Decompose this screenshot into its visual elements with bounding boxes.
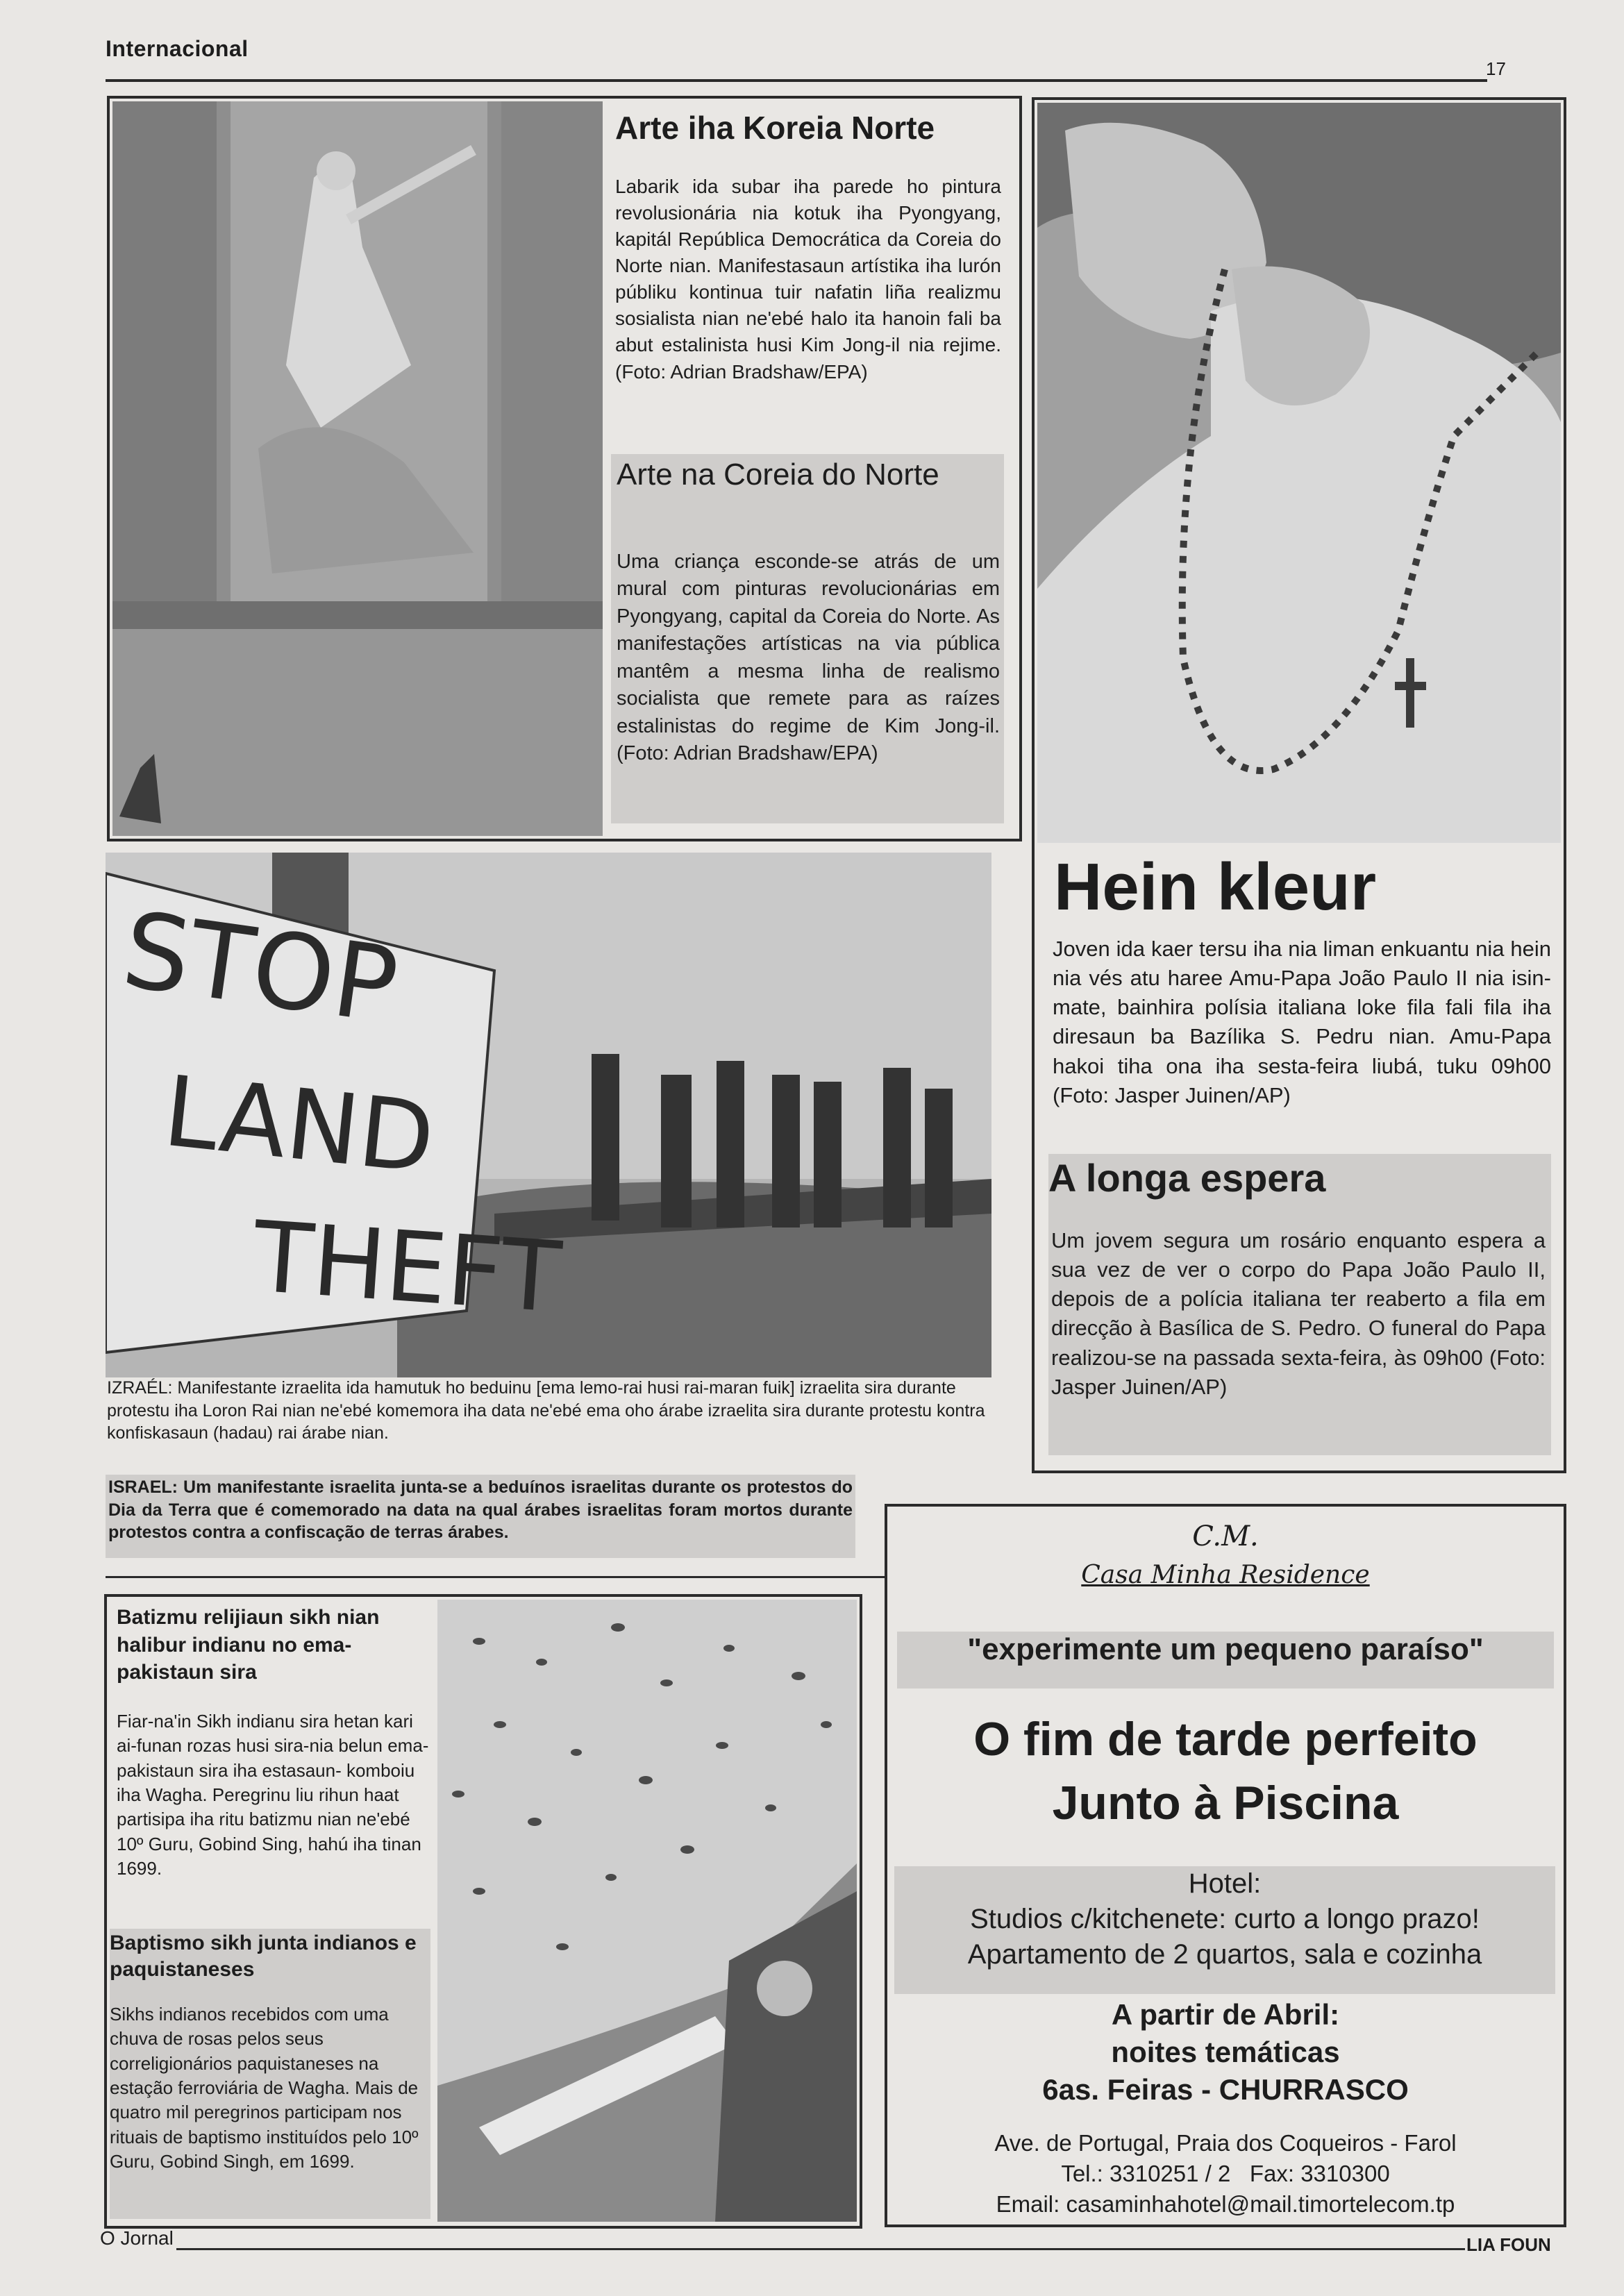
svg-text:LAND: LAND — [158, 1055, 440, 1196]
ad-april-line-1: A partir de Abril: — [1111, 1998, 1340, 2031]
israel-pt-caption: ISRAEL: Um manifestante israelita junta-se a beduínos israelitas durante os protestos do Dia da Terra que é comemorado na data na qual árabes israelitas foram mortos durante protestos contra a confiscação de terras árabes. — [108, 1477, 853, 1542]
sikh-pt-text: Sikhs indianos recebidos com uma chuva de rosas pelos seus correligionários paquistaneses na estação ferroviária de Wagha. Mais de quatro mil peregrinos participam nos rituais de baptismo instituídos pelo 10º Guru, Gobind Singh, em 1699. — [110, 2004, 419, 2172]
israel-bottom-rule — [106, 1576, 885, 1578]
footer-left: O Jornal — [100, 2227, 174, 2249]
israel-protest-photo — [106, 853, 991, 1377]
rosary-pt-panel — [1048, 1154, 1551, 1455]
korea-pt-title: Arte na Coreia do Norte — [617, 458, 939, 492]
rosary-photo — [1037, 103, 1561, 843]
rosary-article — [1032, 97, 1566, 1473]
korea-article — [107, 96, 1022, 841]
korea-tetum-title: Arte iha Koreia Norte — [615, 110, 935, 146]
ad-logo-initials: C.M. — [1192, 1520, 1259, 1552]
ad-logo-name: Casa Minha Residence — [1081, 1561, 1370, 1589]
section-header: Internacional — [106, 36, 249, 61]
ad-tagline-band — [897, 1632, 1554, 1689]
ad-headline-2: Junto à Piscina — [1052, 1777, 1399, 1829]
sikh-article — [104, 1594, 862, 2229]
ad-april-line-3: 6as. Feiras - CHURRASCO — [1042, 2073, 1409, 2106]
ad-hotel-line-1: Studios c/kitchenete: curto a longo prazo! — [970, 1904, 1480, 1935]
page-number: 17 — [1486, 58, 1506, 79]
ad-email: Email: casaminhahotel@mail.timortelecom.tp — [996, 2191, 1455, 2217]
korea-pt-text: Uma criança esconde-se atrás de um mural com pinturas revolucionárias em Pyongyang, capital da Coreia do Norte. As manifestações artísticas na via pública mantêm a mesma linha de realismo socialista que remete para as raízes estalinistas do regime de Kim Jong-il. (Foto: Adrian Bradshaw/EPA) — [617, 551, 1000, 765]
ad-hotel-line-2: Apartamento de 2 quartos, sala e cozinha — [967, 1939, 1482, 1970]
sikh-tetum-text: Fiar-na'in Sikh indianu sira hetan kari ai-funan rozas husi sira-nia belun ema-pakistaun sira iha estasaun- komboiu iha Wagha. Peregrinu liu rihun haat partisipa iha ritu batizmu nian ne'ebé 10º Guru, Gobind Sing, hahú iha tinan 1699. — [117, 1711, 429, 1879]
rosary-pt-title: A longa espera — [1048, 1156, 1326, 1200]
sikh-pt-title: Baptismo sikh junta indianos e paquistaneses — [110, 1932, 417, 1981]
header-rule — [106, 79, 1487, 82]
sikh-petals-photo — [437, 1600, 857, 2222]
sikh-pt-panel — [110, 1929, 430, 2219]
rosary-tetum-text: Joven ida kaer tersu iha nia liman enkuantu nia hein nia vés atu haree Amu-Papa João Paulo II nia isin-mate, bainhira polísia italiana loke fila fali fila iha diresaun ba Bazílika S. Pedru nian. Amu-Papa hakoi tiha ona iha sesta-feira liubá, tuku 09h00 (Foto: Jasper Juinen/AP) — [1053, 937, 1551, 1107]
ad-headline-1: O fim de tarde perfeito — [973, 1713, 1477, 1766]
svg-text:STOP: STOP — [115, 889, 405, 1048]
footer-rule — [176, 2248, 1465, 2250]
ad-hotel-label: Hotel: — [1188, 1868, 1262, 1899]
korea-tetum-text: Labarik ida subar iha parede ho pintura revolusionária nia kotuk iha Pyongyang, kapitál República Democrática da Coreia do Norte nian. Manifestasaun artístika iha lurón públiku kontinua tuir nafatin liña realizmu sosialista nian ne'ebé halo ita hanoin fali ba abut estalinista husi Kim Jong-il nia rejime. (Foto: Adrian Bradshaw/EPA) — [615, 176, 1001, 383]
ad-tagline: "experimente um pequeno paraíso" — [967, 1632, 1484, 1666]
sikh-tetum-title: Batizmu relijiaun sikh nian halibur indianu no ema-pakistaun sira — [117, 1606, 380, 1684]
korea-pt-panel — [611, 454, 1004, 823]
israel-pt-panel — [106, 1475, 855, 1558]
ad-hotel-band — [894, 1866, 1555, 1994]
rosary-tetum-title: Hein kleur — [1054, 850, 1377, 924]
korea-mural-photo — [112, 101, 603, 836]
hotel-advertisement — [885, 1504, 1566, 2227]
rosary-pt-text: Um jovem segura um rosário enquanto espera a sua vez de ver o corpo do Papa João Paulo II, depois de a polícia italiana ter reaberto a fila em direcção à Basílica de S. Pedro. O funeral do Papa realizou-se na passada sexta-feira, às 09h00 (Foto: Jasper Juinen/AP) — [1051, 1228, 1546, 1399]
ad-april-line-2: noites temáticas — [1111, 2036, 1340, 2068]
footer-right: LIA FOUN — [1466, 2234, 1551, 2255]
ad-address: Ave. de Portugal, Praia dos Coqueiros - Farol — [994, 2130, 1457, 2156]
ad-phone: Tel.: 3310251 / 2 Fax: 3310300 — [1061, 2161, 1390, 2186]
svg-text:THEFT: THEFT — [249, 1200, 564, 1335]
israel-tetum-caption: IZRAÉL: Manifestante izraelita ida hamutuk ho beduinu [ema lemo-rai husi rai-maran fuik] izraelita sira durante protestu iha Loron Rai nian ne'ebé komemora iha data ne'ebé ema oho árabe izraelita sira durante protestu kontra konfiskasaun (hadau) rai árabe nian. — [107, 1378, 985, 1443]
